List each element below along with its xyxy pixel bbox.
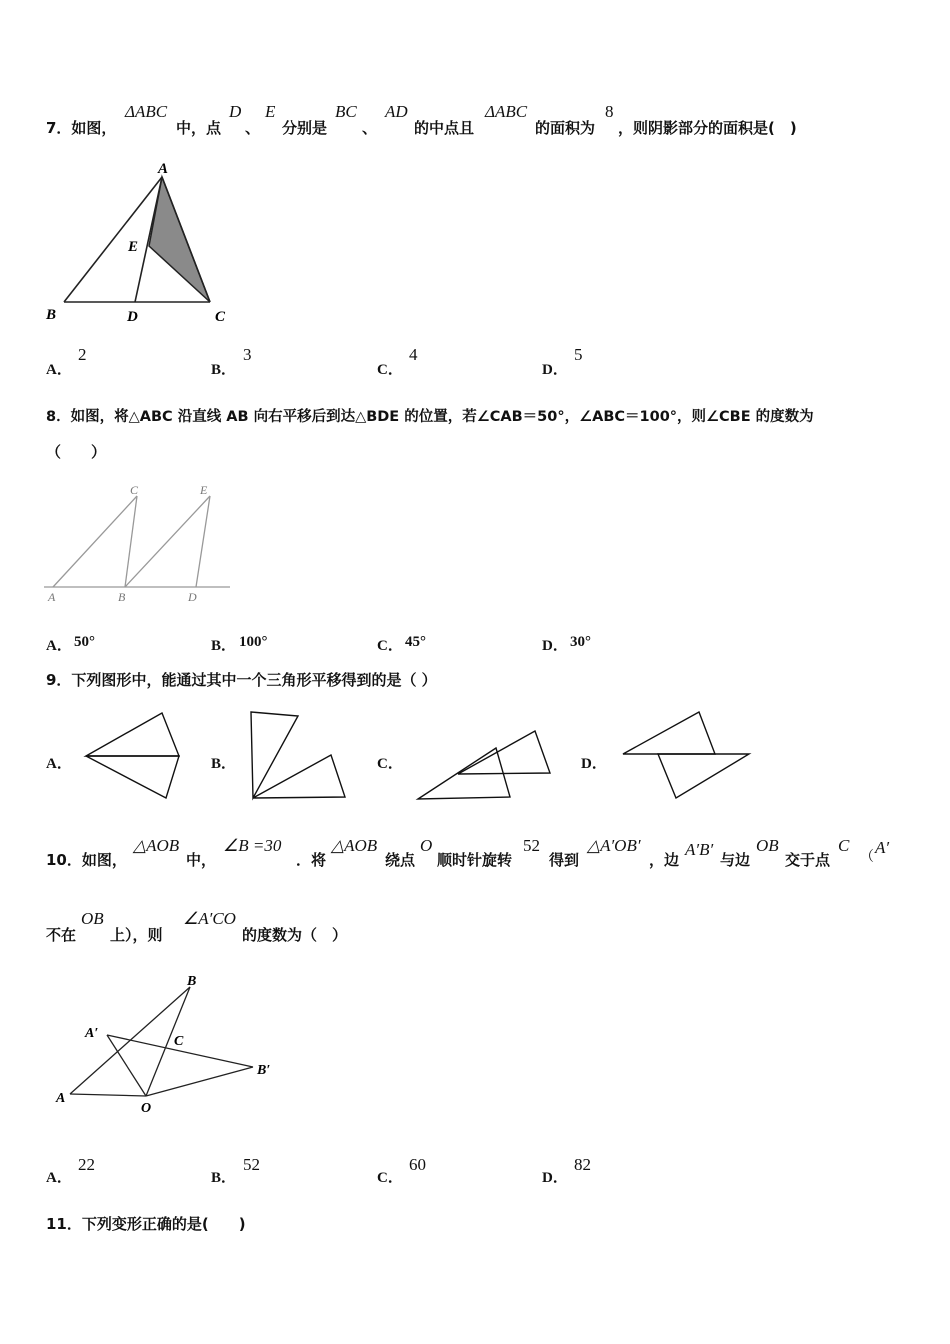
q9-a-triangle-upper <box>86 713 179 756</box>
q10-rotation-degrees: 52 <box>523 836 540 855</box>
q7-option-d-value: 5 <box>574 345 583 364</box>
q7-option-a-value: 2 <box>78 345 87 364</box>
q7-option-b-letter: B． <box>211 362 237 378</box>
q9-option-a-letter: A． <box>46 756 72 772</box>
q10-segment-ab-prime: A′B′ <box>685 840 714 859</box>
q8-label-e: E <box>200 483 208 497</box>
q7-label-c: C <box>215 309 226 325</box>
q8-option-c-value: 45° <box>405 634 426 650</box>
q9-b-triangle-lower <box>253 755 345 798</box>
q10-option-c-letter: C． <box>377 1170 403 1186</box>
q10-triangle-aob: △AOB <box>133 836 180 855</box>
q7-triangle-abc-2: ΔABC <box>485 102 528 121</box>
q7-text-fenbie: 分别是 <box>282 119 328 137</box>
q10-option-d-letter: D． <box>542 1170 568 1186</box>
q8-option-b-letter: B． <box>211 638 237 654</box>
q7-segment-ad: AD <box>385 102 408 121</box>
q8-label-d: D <box>188 590 197 604</box>
q7-text-ask: ，则阴影部分的面积是( ) <box>618 119 797 137</box>
q9-option-b-letter: B． <box>211 756 237 772</box>
q8-figure <box>40 480 240 610</box>
q8-side-bc <box>125 496 137 587</box>
q10-number: 10．如图， <box>46 851 127 869</box>
q10-text-buzai: 不在 <box>46 926 77 944</box>
q7-triangle-abc: ΔABC <box>125 102 168 121</box>
q10-angle-b: ∠B =30 <box>223 836 282 855</box>
q7-number: 7．如图， <box>46 119 117 137</box>
q10-label-a: A <box>56 1091 66 1106</box>
q8-label-a: A <box>48 590 56 604</box>
q10-label-o: O <box>141 1101 152 1116</box>
q9-d-triangle-upper <box>623 712 715 754</box>
q8-side-ac <box>53 496 137 587</box>
q8-option-d-value: 30° <box>570 634 591 650</box>
q10-paren-open: （ <box>860 850 874 865</box>
q10-option-d-value: 82 <box>574 1155 591 1174</box>
q7-option-b-value: 3 <box>243 345 252 364</box>
q7-figure <box>40 155 240 330</box>
q7-label-d: D <box>127 309 138 325</box>
q10-text-rotate: 顺时针旋转 <box>437 851 513 869</box>
q7-point-e: E <box>265 102 276 121</box>
q10-text-bian: ，边 <box>649 851 680 869</box>
q10-segment-ob: OB <box>756 836 779 855</box>
q9-d-triangle-lower <box>658 754 749 798</box>
q10-side-ob-prime <box>146 1067 253 1096</box>
q10-text-get: 得到 <box>549 851 580 869</box>
q10-option-b-letter: B． <box>211 1170 237 1186</box>
q8-option-a-value: 50° <box>74 634 95 650</box>
q9-figure-c <box>410 720 560 805</box>
q10-option-c-value: 60 <box>409 1155 426 1174</box>
q10-point-a-prime: A′ <box>875 838 890 857</box>
q8-text-line1: 8．如图，将△ABC 沿直线 AB 向右平移后到达△BDE 的位置，若∠CAB＝50°，∠ABC＝100°，则∠CBE 的度数为 <box>46 409 814 425</box>
q7-segment-bc: BC <box>335 102 357 121</box>
q10-point-c: C <box>838 836 850 855</box>
q10-triangle-aob-2: △AOB <box>331 836 378 855</box>
q7-sep1: 、 <box>245 119 261 137</box>
q8-side-be <box>125 496 210 587</box>
q10-side-ob <box>146 987 190 1096</box>
q9-figure-b <box>245 705 355 805</box>
q10-text-intersect: 交于点 <box>785 851 831 869</box>
q10-text-raodian: 绕点 <box>385 851 416 869</box>
q7-label-b: B <box>46 307 57 323</box>
q10-text-zhong: 中， <box>186 851 217 869</box>
q7-label-e: E <box>128 239 139 255</box>
q7-label-a: A <box>158 161 169 177</box>
q10-option-a-letter: A． <box>46 1170 72 1186</box>
q11-text: 11．下列变形正确的是( ) <box>46 1215 246 1233</box>
q9-c-triangle-2 <box>458 731 550 774</box>
q10-side-ao <box>70 1094 146 1096</box>
q7-text-area: 的面积为 <box>535 119 596 137</box>
q7-area-value: 8 <box>605 102 614 121</box>
q9-figure-a <box>80 705 190 805</box>
q7-text-midpoint: 的中点且 <box>414 119 475 137</box>
q8-option-b-value: 100° <box>239 634 268 650</box>
q9-option-d-letter: D． <box>581 756 607 772</box>
q10-text-shang: 上），则 <box>110 926 163 944</box>
q9-a-triangle-lower <box>86 756 179 798</box>
q10-triangle-aob-prime: △A′OB′ <box>587 836 641 855</box>
q9-figure-d <box>615 705 760 805</box>
q8-label-c: C <box>130 483 139 497</box>
q7-option-c-value: 4 <box>409 345 418 364</box>
q9-option-c-letter: C． <box>377 756 403 772</box>
q7-option-c-letter: C． <box>377 362 403 378</box>
q7-side-ab <box>64 177 162 302</box>
q10-label-c: C <box>174 1034 184 1049</box>
q10-option-b-value: 52 <box>243 1155 260 1174</box>
q10-label-b: B <box>187 974 197 989</box>
q8-option-d-letter: D． <box>542 638 568 654</box>
q10-label-a-prime: A′ <box>85 1026 99 1041</box>
q7-point-d: D <box>229 102 242 121</box>
q7-text-zhong: 中，点 <box>176 119 222 137</box>
q10-option-a-value: 22 <box>78 1155 95 1174</box>
q10-text-ask: 的度数为（ ） <box>242 926 348 944</box>
q10-text-jiang: ．将 <box>296 851 327 869</box>
q8-option-c-letter: C． <box>377 638 403 654</box>
q8-text-line2: （ ） <box>46 443 107 461</box>
q10-label-b-prime: B′ <box>257 1063 271 1078</box>
q9-text: 9．下列图形中，能通过其中一个三角形平移得到的是（ ） <box>46 671 437 689</box>
q7-sep2: 、 <box>362 119 378 137</box>
q7-option-d-letter: D． <box>542 362 568 378</box>
q10-point-o: O <box>420 836 433 855</box>
q9-b-triangle-upper <box>251 712 298 798</box>
q10-text-yubian: 与边 <box>720 851 751 869</box>
q10-angle-aco: ∠A′CO <box>183 909 236 928</box>
q7-option-a-letter: A． <box>46 362 72 378</box>
q10-figure <box>50 970 280 1120</box>
q10-segment-ob-2: OB <box>81 909 104 928</box>
q8-label-b: B <box>118 590 126 604</box>
q8-option-a-letter: A． <box>46 638 72 654</box>
